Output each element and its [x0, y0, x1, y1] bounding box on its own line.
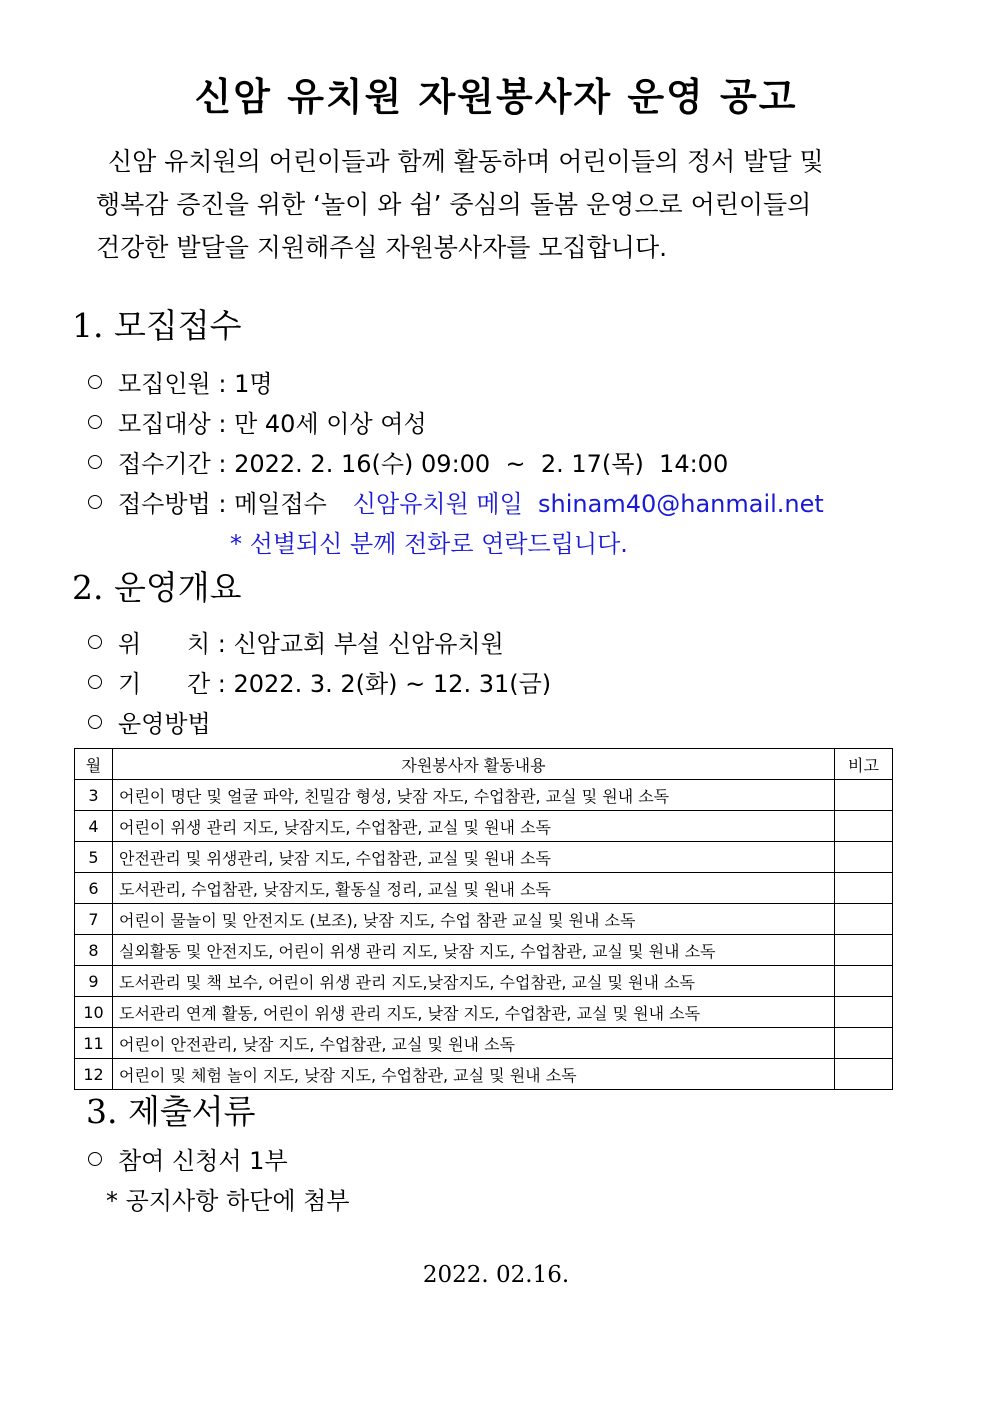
content-cell: 실외활동 및 안전지도, 어린이 위생 관리 지도, 낮잠 지도, 수업참관, 교실 및 원내 소독 — [113, 935, 835, 966]
item-label: 모집대상 : — [118, 410, 235, 438]
table-row — [75, 873, 893, 904]
month-cell: 4 — [75, 811, 113, 842]
recruit-target-item — [88, 404, 427, 439]
document-item — [88, 1141, 288, 1176]
month-cell: 6 — [75, 873, 113, 904]
intro-line-3: 건강한 발달을 지원해주실 자원봉사자를 모집합니다. — [96, 233, 668, 262]
item-value: 2022. 2. 16(수) 09:00 ~ 2. 17(목) 14:00 — [234, 450, 729, 478]
note-cell — [835, 873, 893, 904]
circle-bullet-icon — [88, 415, 102, 429]
table-row — [75, 1028, 893, 1059]
content-cell: 도서관리, 수업참관, 낮잠지도, 활동실 정리, 교실 및 원내 소독 — [113, 873, 835, 904]
circle-bullet-icon — [88, 635, 102, 649]
contact-note: * 선별되신 분께 전화로 연락드립니다. — [230, 530, 628, 558]
item-label: 모집인원 : — [118, 370, 235, 398]
month-cell: 10 — [75, 997, 113, 1028]
item-label: 기 간 : — [118, 670, 234, 698]
email-link[interactable]: 신암유치원 메일 shinam40@hanmail.net — [352, 490, 824, 518]
note-cell — [835, 966, 893, 997]
circle-bullet-icon — [88, 455, 102, 469]
item-label: 참여 신청서 1부 — [118, 1147, 288, 1175]
section-3-heading: 3. 제출서류 — [86, 1092, 256, 1131]
content-cell: 어린이 안전관리, 낮잠 지도, 수업참관, 교실 및 원내 소독 — [113, 1028, 835, 1059]
month-cell: 3 — [75, 780, 113, 811]
content-cell: 어린이 명단 및 얼굴 파악, 친밀감 형성, 낮잠 자도, 수업참관, 교실 및 원내 소독 — [113, 780, 835, 811]
section-1-heading: 1. 모집접수 — [72, 306, 242, 345]
content-cell: 어린이 및 체험 놀이 지도, 낮잠 지도, 수업참관, 교실 및 원내 소독 — [113, 1059, 835, 1090]
item-value: 1명 — [234, 370, 273, 398]
header-content: 자원봉사자 활동내용 — [113, 749, 835, 780]
content-cell: 안전관리 및 위생관리, 낮잠 지도, 수업참관, 교실 및 원내 소독 — [113, 842, 835, 873]
table-row — [75, 966, 893, 997]
content-cell: 어린이 위생 관리 지도, 낮잠지도, 수업참관, 교실 및 원내 소독 — [113, 811, 835, 842]
item-value: 신암교회 부설 신암유치원 — [233, 630, 504, 658]
table-row — [75, 935, 893, 966]
table-row — [75, 811, 893, 842]
table-row — [75, 904, 893, 935]
item-label: 운영방법 — [118, 710, 211, 738]
location-item — [88, 624, 504, 659]
month-cell: 5 — [75, 842, 113, 873]
circle-bullet-icon — [88, 1152, 102, 1166]
application-period-item — [88, 444, 728, 479]
application-method-item — [88, 484, 824, 519]
month-cell: 8 — [75, 935, 113, 966]
note-cell — [835, 997, 893, 1028]
circle-bullet-icon — [88, 375, 102, 389]
table-header-row — [75, 749, 893, 780]
note-cell — [835, 780, 893, 811]
period-item — [88, 664, 551, 699]
content-cell: 도서관리 연계 활동, 어린이 위생 관리 지도, 낮잠 지도, 수업참관, 교실 및 원내 소독 — [113, 997, 835, 1028]
section-2-heading: 2. 운영개요 — [72, 568, 242, 607]
intro-line-2: 행복감 증진을 위한 ‘놀이 와 쉼’ 중심의 돌봄 운영으로 어린이들의 — [96, 190, 812, 219]
table-row — [75, 780, 893, 811]
item-label: 접수기간 : — [118, 450, 235, 478]
item-value: 2022. 3. 2(화) ~ 12. 31(금) — [233, 670, 552, 698]
item-value: 메일접수 — [234, 490, 327, 518]
operation-method-item — [88, 704, 211, 739]
table-row — [75, 842, 893, 873]
month-cell: 9 — [75, 966, 113, 997]
header-month: 월 — [75, 749, 113, 780]
recruit-count-item — [88, 364, 273, 399]
circle-bullet-icon — [88, 675, 102, 689]
note-cell — [835, 935, 893, 966]
note-cell — [835, 1059, 893, 1090]
note-cell — [835, 811, 893, 842]
notice-date: 2022. 02.16. — [422, 1262, 570, 1288]
month-cell: 12 — [75, 1059, 113, 1090]
item-label: 접수방법 : — [118, 490, 235, 518]
note-cell — [835, 1028, 893, 1059]
header-note: 비고 — [835, 749, 893, 780]
intro-line-1: 신암 유치원의 어린이들과 함께 활동하며 어린이들의 정서 발달 및 — [108, 147, 824, 176]
item-label: 위 치 : — [118, 630, 234, 658]
schedule-table — [74, 748, 893, 1090]
note-cell — [835, 842, 893, 873]
circle-bullet-icon — [88, 715, 102, 729]
note-cell — [835, 904, 893, 935]
month-cell: 7 — [75, 904, 113, 935]
page-title: 신암 유치원 자원봉사자 운영 공고 — [194, 74, 798, 119]
item-value: 만 40세 이상 여성 — [234, 410, 427, 438]
content-cell: 도서관리 및 책 보수, 어린이 위생 관리 지도,낮잠지도, 수업참관, 교실 및 원내 소독 — [113, 966, 835, 997]
month-cell: 11 — [75, 1028, 113, 1059]
table-row — [75, 997, 893, 1028]
table-row — [75, 1059, 893, 1090]
content-cell: 어린이 물놀이 및 안전지도 (보조), 낮잠 지도, 수업 참관 교실 및 원내 소독 — [113, 904, 835, 935]
circle-bullet-icon — [88, 495, 102, 509]
attachment-note: * 공지사항 하단에 첨부 — [106, 1187, 350, 1215]
